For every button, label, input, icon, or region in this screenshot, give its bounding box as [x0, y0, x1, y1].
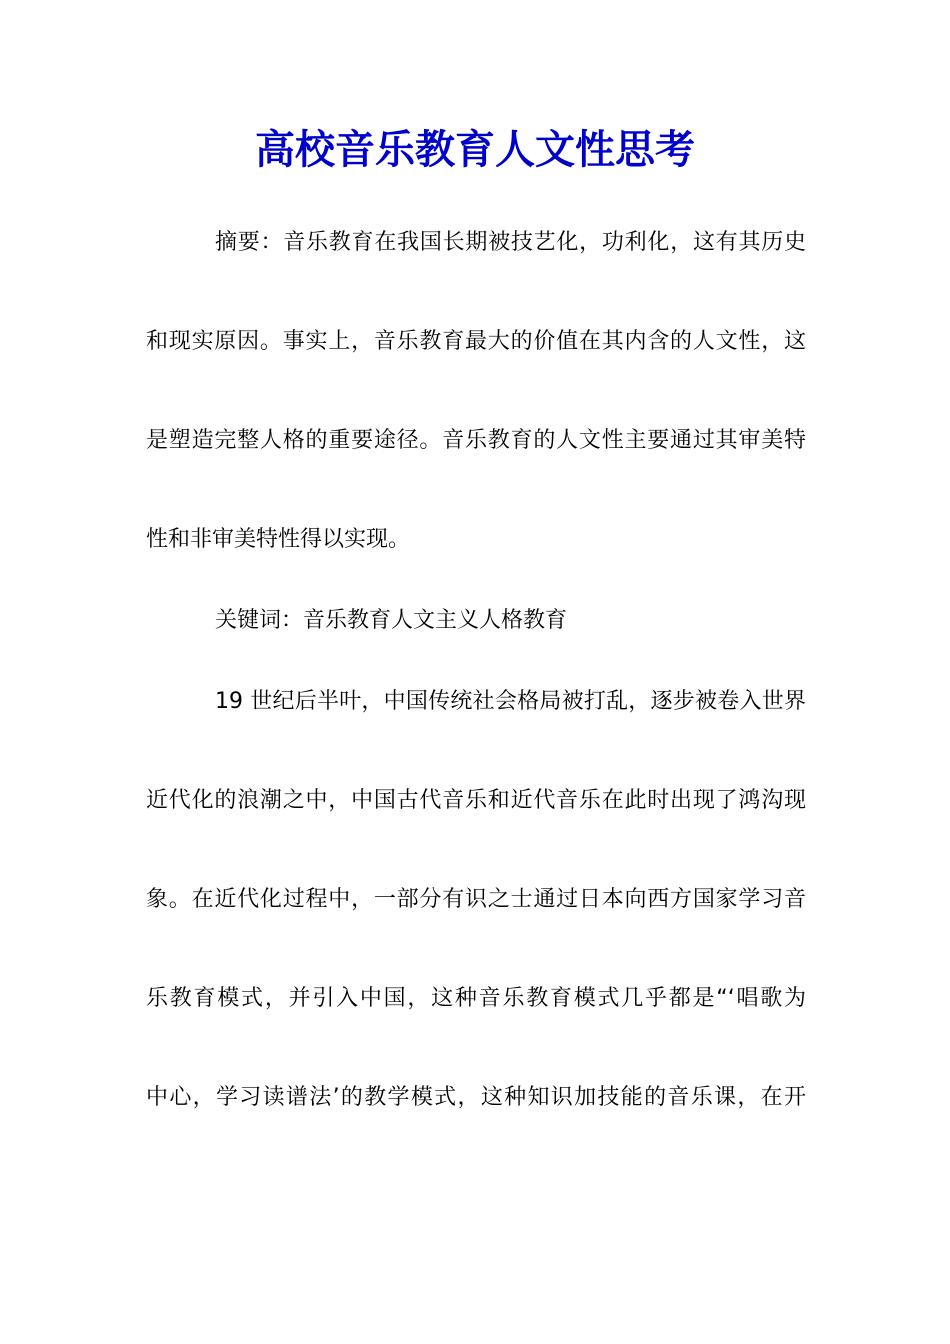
document-title: 高校音乐教育人文性思考	[255, 126, 695, 173]
body-line-2: 近代化的浪潮之中，中国古代音乐和近代音乐在此时出现了鸿沟现	[146, 788, 806, 813]
abstract-line-4: 性和非审美特性得以实现。	[146, 527, 411, 552]
body-line-5: 中心，学习读谱法’的教学模式，这种知识加技能的音乐课，在开	[146, 1085, 806, 1110]
body-line-4: 乐教育模式，并引入中国，这种音乐教育模式几乎都是“‘唱歌为	[146, 986, 806, 1011]
keywords-line: 关键词：音乐教育人文主义人格教育	[215, 608, 568, 633]
abstract-line-3: 是塑造完整人格的重要途径。音乐教育的人文性主要通过其审美特	[146, 428, 806, 453]
abstract-line-2: 和现实原因。事实上，音乐教育最大的价值在其内含的人文性，这	[146, 329, 806, 354]
body-line-3: 象。在近代化过程中，一部分有识之士通过日本向西方国家学习音	[146, 887, 806, 912]
body-line-1: 19 世纪后半叶，中国传统社会格局被打乱，逐步被卷入世界	[215, 689, 806, 714]
abstract-line-1: 摘要：音乐教育在我国长期被技艺化，功利化，这有其历史	[215, 230, 806, 255]
